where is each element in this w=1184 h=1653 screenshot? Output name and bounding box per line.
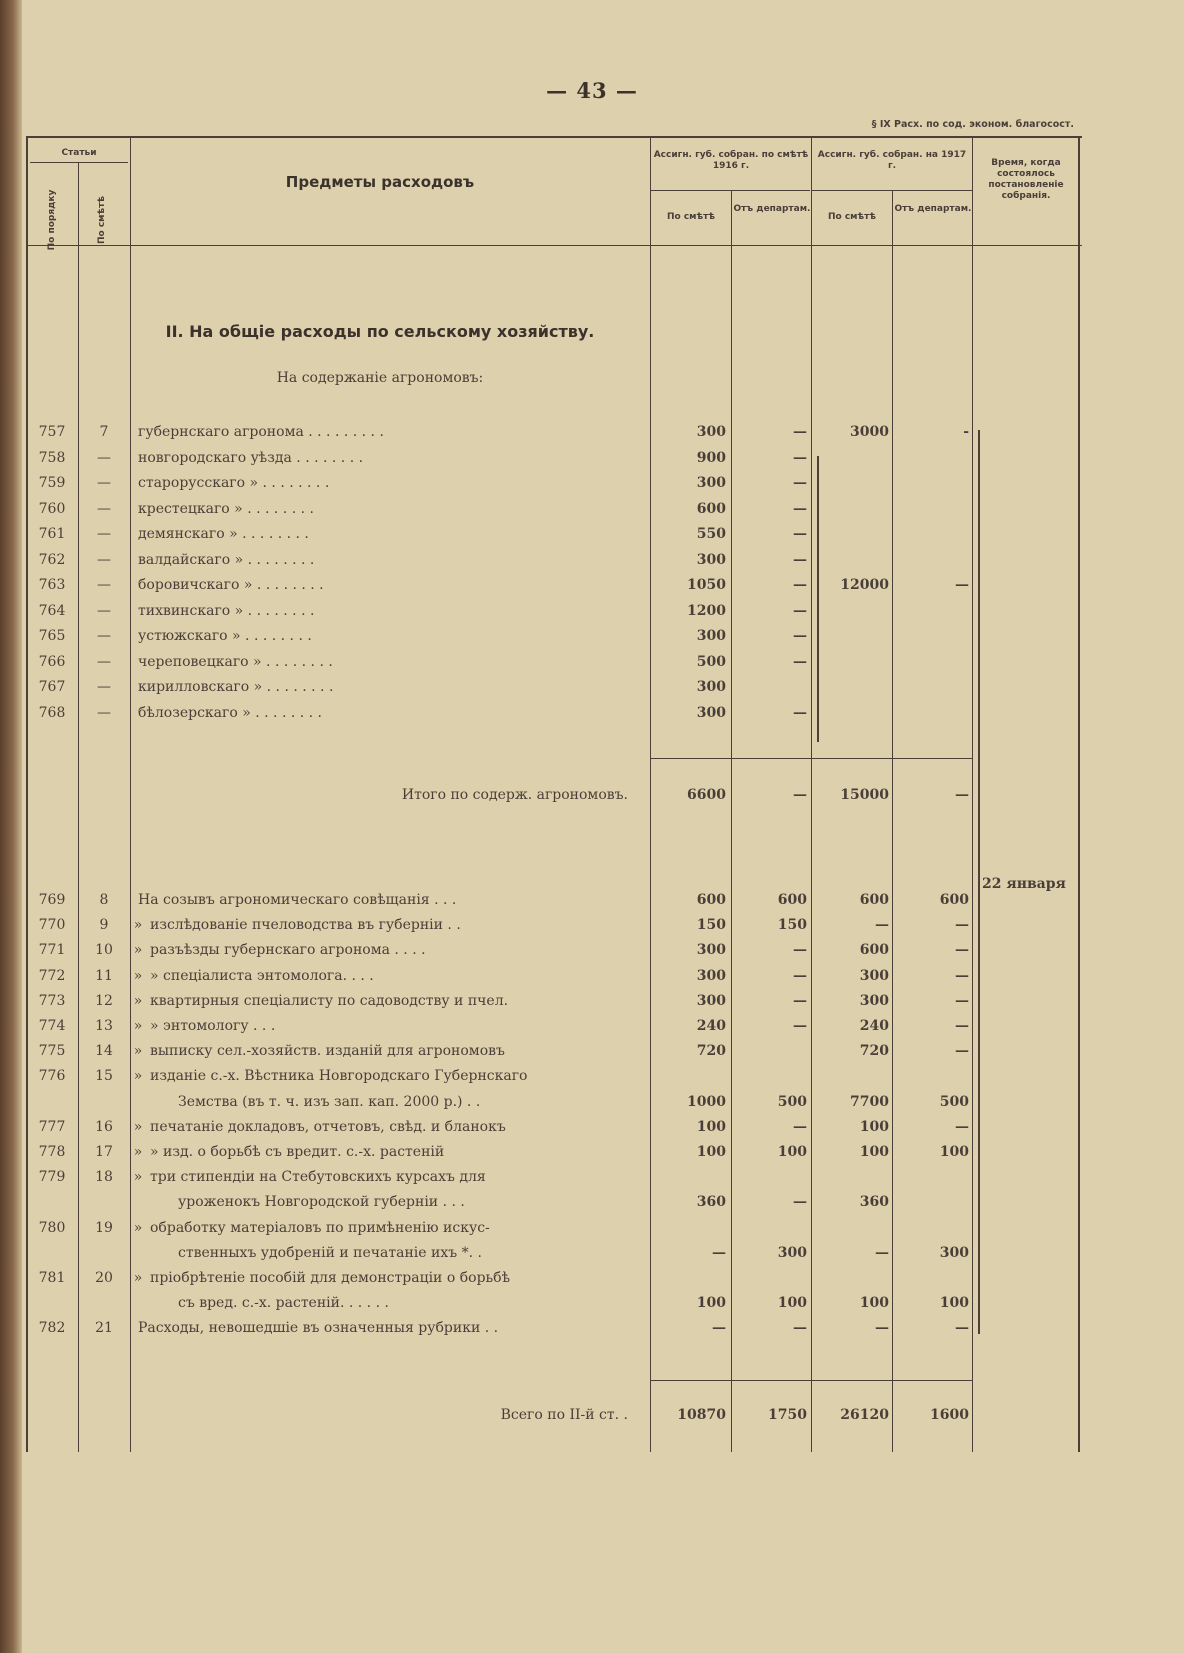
row-number-by-estimate: —	[97, 653, 111, 670]
value-1916-dept: 100	[777, 1295, 807, 1312]
table-row	[0, 548, 1184, 572]
table-row	[0, 675, 1184, 699]
table-row	[0, 599, 1184, 623]
value-1916-estimate: 300	[696, 551, 726, 568]
ditto-mark: »	[133, 1043, 143, 1060]
value-1916-dept: —	[793, 1194, 807, 1211]
value-1917-estimate: 100	[859, 1144, 889, 1160]
row-number-by-estimate: 16	[95, 1118, 113, 1135]
table-row	[0, 1241, 1184, 1265]
row-number-by-order: 764	[38, 602, 66, 619]
row-description: череповецкаго » . . . . . . . .	[138, 653, 333, 670]
table-row	[0, 1216, 1184, 1240]
row-number-by-order: 757	[38, 424, 66, 440]
subtotal-1916-dept: —	[793, 787, 807, 803]
value-1916-estimate: 900	[696, 449, 726, 466]
table-row	[0, 446, 1184, 470]
table-row	[0, 1039, 1184, 1063]
value-1917-estimate: 100	[859, 1295, 889, 1312]
table-row	[0, 701, 1184, 725]
value-1916-dept: —	[793, 967, 807, 984]
row-number-by-order: 778	[38, 1144, 66, 1160]
table-row	[0, 1316, 1184, 1340]
value-1917-estimate: 600	[859, 942, 889, 959]
value-1917-dept: —	[955, 917, 969, 934]
value-1916-estimate: 300	[696, 942, 726, 959]
total-label: Всего по II-й ст. .	[500, 1407, 628, 1423]
value-1917-estimate: 300	[859, 967, 889, 984]
value-1916-estimate: 300	[696, 679, 726, 695]
value-1917-estimate: 300	[859, 992, 889, 1009]
row-number-by-order: 770	[38, 917, 66, 934]
value-1917-estimate: 720	[859, 1043, 889, 1060]
header-by-estimate: По смѣтѣ	[97, 196, 107, 245]
value-1917-estimate: 240	[859, 1018, 889, 1034]
row-number-by-estimate: 17	[95, 1144, 113, 1160]
value-1917-estimate: 100	[859, 1118, 889, 1135]
value-1917-dept: —	[955, 942, 969, 959]
value-1916-dept: —	[793, 551, 807, 568]
row-number-by-order: 765	[38, 628, 66, 644]
section-reference: § IX Расх. по сод. эконом. благосост.	[871, 119, 1074, 130]
value-1916-estimate: 100	[696, 1295, 726, 1312]
row-number-by-order: 776	[38, 1068, 66, 1085]
value-1916-estimate: —	[712, 1244, 726, 1261]
header-subjects: Предметы расходовъ	[285, 173, 475, 191]
header-bottom-rule	[26, 245, 1082, 246]
value-1917-dept: 300	[939, 1244, 969, 1261]
row-number-by-order: 769	[38, 892, 66, 908]
row-description: квартирныя спеціалисту по садоводству и пчел.	[150, 992, 509, 1009]
table-row	[0, 1064, 1184, 1088]
table-row	[0, 1190, 1184, 1214]
row-description: Земства (въ т. ч. изъ зап. кап. 2000 р.) . .	[178, 1093, 481, 1110]
row-number-by-order: 777	[38, 1118, 66, 1135]
value-1916-dept: —	[793, 1018, 807, 1034]
value-1916-dept: —	[793, 1118, 807, 1135]
value-1916-dept: —	[793, 475, 807, 491]
value-1917-estimate: 600	[859, 892, 889, 908]
row-description: печатаніе докладовъ, отчетовъ, свѣд. и бланокъ	[150, 1118, 506, 1135]
row-number-by-estimate: 18	[95, 1169, 113, 1186]
header-col-1917: Ассигн. губ. собран. на 1917 г.	[817, 150, 967, 171]
value-1916-estimate: 1000	[687, 1093, 726, 1110]
value-1917-dept: 100	[939, 1295, 969, 1312]
ditto-mark: »	[133, 942, 143, 959]
table-row	[0, 1266, 1184, 1290]
value-1917-dept: —	[955, 1018, 969, 1034]
value-1916-estimate: 300	[696, 967, 726, 984]
value-1916-dept: —	[793, 449, 807, 466]
value-1917-dept: 600	[939, 892, 969, 908]
value-1917-dept: -	[963, 424, 969, 440]
value-1916-estimate: 100	[696, 1118, 726, 1135]
row-number-by-estimate: 21	[95, 1320, 113, 1337]
value-1917-dept: —	[955, 992, 969, 1009]
value-1917-estimate: —	[875, 1320, 889, 1337]
row-number-by-estimate: 8	[99, 892, 109, 908]
value-1916-dept: —	[793, 526, 807, 542]
page-number: — 43 —	[546, 78, 638, 103]
ditto-mark: »	[133, 992, 143, 1009]
ditto-mark: »	[133, 1169, 143, 1186]
row-number-by-estimate: 9	[99, 917, 109, 934]
value-1917-dept: 100	[939, 1144, 969, 1160]
ditto-mark: »	[133, 917, 143, 934]
table-row	[0, 1165, 1184, 1189]
table-row	[0, 1090, 1184, 1114]
value-1916-estimate: 1050	[687, 577, 726, 593]
row-number-by-order: 779	[38, 1169, 66, 1186]
row-description: демянскаго » . . . . . . . .	[138, 526, 309, 542]
row-number-by-estimate: —	[97, 500, 111, 517]
table-row	[0, 573, 1184, 597]
subtotal-label: Итого по содерж. агрономовъ.	[401, 787, 628, 803]
table-row	[0, 888, 1184, 912]
row-number-by-estimate: —	[97, 449, 111, 466]
value-1916-dept: —	[793, 992, 807, 1009]
value-1916-dept: —	[793, 653, 807, 670]
row-number-by-estimate: —	[97, 628, 111, 644]
value-1916-estimate: 300	[696, 628, 726, 644]
table-row	[0, 989, 1184, 1013]
row-description: бѣлозерскаго » . . . . . . . .	[138, 704, 322, 721]
row-description: разъѣзды губернскаго агронома . . . .	[150, 942, 426, 959]
row-number-by-estimate: 14	[95, 1043, 113, 1060]
header-1917-dept: Отъ департам.	[894, 204, 972, 214]
value-1916-estimate: 600	[696, 892, 726, 908]
total-1916-dept: 1750	[768, 1407, 807, 1423]
table-row	[0, 1014, 1184, 1038]
header-1916-dept: Отъ департам.	[733, 204, 811, 214]
header-by-order: По порядку	[47, 189, 57, 251]
row-description: три стипендіи на Стебутовскихъ курсахъ для	[150, 1169, 486, 1186]
section-subtitle: На содержаніе агрономовъ:	[276, 370, 484, 386]
value-1916-dept: —	[793, 942, 807, 959]
row-number-by-order: 771	[38, 942, 66, 959]
row-description: » энтомологу . . .	[150, 1018, 276, 1034]
row-number-by-order: 768	[38, 704, 66, 721]
articles-rule	[30, 162, 128, 163]
row-number-by-estimate: 11	[95, 967, 113, 984]
value-1917-dept: —	[955, 1118, 969, 1135]
row-description: На созывъ агрономическаго совѣщанія . . .	[138, 892, 457, 908]
table-row	[0, 938, 1184, 962]
value-1916-estimate: 300	[696, 704, 726, 721]
value-1917-estimate: 7700	[850, 1093, 889, 1110]
row-description: новгородскаго уѣзда . . . . . . . .	[138, 449, 364, 466]
value-1917-dept: —	[955, 577, 969, 593]
subtotal-1917-dept: —	[955, 787, 969, 803]
total-1916-estimate: 10870	[677, 1407, 726, 1423]
row-description: » изд. о борьбѣ съ вредит. с.-х. растеній	[150, 1144, 445, 1160]
value-1916-dept: —	[793, 704, 807, 721]
table-row	[0, 1140, 1184, 1164]
subtotal-1916-estimate: 6600	[687, 787, 726, 803]
table-row	[0, 522, 1184, 546]
row-number-by-order: 782	[38, 1320, 66, 1337]
total-1917-estimate: 26120	[840, 1407, 889, 1423]
value-1917-estimate: 3000	[850, 424, 889, 440]
total-1917-dept: 1600	[930, 1407, 969, 1423]
value-1916-estimate: 720	[696, 1043, 726, 1060]
row-description: уроженокъ Новгородской губерніи . . .	[178, 1194, 465, 1211]
header-articles: Статьи	[61, 148, 97, 158]
table-row	[0, 964, 1184, 988]
value-1917-estimate: 360	[859, 1194, 889, 1211]
row-number-by-estimate: 12	[95, 992, 113, 1009]
row-number-by-order: 767	[38, 679, 66, 695]
value-1916-estimate: 300	[696, 992, 726, 1009]
value-1917-estimate: 12000	[840, 577, 889, 593]
row-number-by-estimate: 10	[95, 942, 113, 959]
value-1917-dept: —	[955, 1043, 969, 1060]
row-number-by-order: 774	[38, 1018, 66, 1034]
subtotal-values	[0, 783, 1184, 807]
ditto-mark: »	[133, 1068, 143, 1085]
total-rule	[650, 1380, 972, 1381]
value-1916-dept: —	[793, 577, 807, 593]
time-note: 22 января	[982, 876, 1066, 892]
value-1917-estimate: —	[875, 917, 889, 934]
table-row	[0, 624, 1184, 648]
ditto-mark: »	[133, 1144, 143, 1160]
row-description: съ вред. с.-х. растеній. . . . . .	[178, 1295, 389, 1312]
row-description: кирилловскаго » . . . . . . . .	[138, 679, 334, 695]
value-1916-dept: —	[793, 424, 807, 440]
row-description: Расходы, невошедшіе въ означенныя рубрики . .	[138, 1320, 499, 1337]
row-number-by-estimate: 13	[95, 1018, 113, 1034]
value-1916-estimate: 360	[696, 1194, 726, 1211]
ditto-mark: »	[133, 1118, 143, 1135]
value-1917-estimate: —	[875, 1244, 889, 1261]
header-1917-estimate: По смѣтѣ	[827, 212, 876, 222]
table-row	[0, 650, 1184, 674]
row-description: губернскаго агронома . . . . . . . . .	[138, 424, 384, 440]
header-col-1916: Ассигн. губ. собран. по смѣтѣ 1916 г.	[653, 150, 809, 171]
value-1916-estimate: 600	[696, 500, 726, 517]
ditto-mark: »	[133, 1219, 143, 1236]
value-1916-estimate: 150	[696, 917, 726, 934]
value-1917-dept: —	[955, 1320, 969, 1337]
header-top-rule	[26, 136, 1082, 138]
value-1916-dept: 300	[777, 1244, 807, 1261]
row-number-by-estimate: —	[97, 526, 111, 542]
value-1916-estimate: 300	[696, 475, 726, 491]
row-description: крестецкаго » . . . . . . . .	[138, 500, 314, 517]
value-1916-estimate: 240	[696, 1018, 726, 1034]
value-1916-dept: 500	[777, 1093, 807, 1110]
row-description: изслѣдованіе пчеловодства въ губерніи . .	[150, 917, 461, 934]
table-row	[0, 1115, 1184, 1139]
row-number-by-estimate: 19	[95, 1219, 113, 1236]
value-1916-dept: —	[793, 1320, 807, 1337]
subtotal-rule	[650, 758, 972, 759]
row-description: валдайскаго » . . . . . . . .	[138, 551, 315, 568]
value-1916-dept: 600	[777, 892, 807, 908]
row-description: боровичскаго » . . . . . . . .	[138, 577, 324, 593]
row-number-by-estimate: —	[97, 577, 111, 593]
row-number-by-estimate: 20	[95, 1270, 113, 1286]
row-number-by-order: 781	[38, 1270, 66, 1286]
row-number-by-estimate: —	[97, 475, 111, 491]
row-description: обработку матеріаловъ по примѣненію искус-	[150, 1219, 490, 1236]
ditto-mark: »	[133, 967, 143, 984]
row-description: » спеціалиста энтомолога. . . .	[150, 967, 374, 984]
row-number-by-estimate: —	[97, 704, 111, 721]
total-values	[0, 1403, 1184, 1427]
value-1916-dept: —	[793, 500, 807, 517]
row-number-by-order: 772	[38, 967, 66, 984]
table-row	[0, 471, 1184, 495]
value-1916-estimate: 300	[696, 424, 726, 440]
subtotal-1917-estimate: 15000	[840, 787, 889, 803]
row-description: старорусскаго » . . . . . . . .	[138, 475, 330, 491]
row-number-by-estimate: —	[97, 602, 111, 619]
value-1916-estimate: 550	[696, 526, 726, 542]
value-1916-estimate: 100	[696, 1144, 726, 1160]
row-number-by-order: 761	[38, 526, 66, 542]
value-1916-estimate: —	[712, 1320, 726, 1337]
row-number-by-order: 766	[38, 653, 66, 670]
header-time: Время, когда состоялось постановленіе собранія.	[988, 158, 1064, 201]
row-description: ственныхъ удобреній и печатаніе ихъ *. .	[178, 1244, 482, 1261]
row-description: тихвинскаго » . . . . . . . .	[138, 602, 315, 619]
value-1916-estimate: 1200	[687, 602, 726, 619]
row-number-by-order: 762	[38, 551, 66, 568]
value-1916-estimate: 500	[696, 653, 726, 670]
value-1917-dept: —	[955, 967, 969, 984]
group-bracket	[817, 456, 819, 742]
row-number-by-order: 773	[38, 992, 66, 1009]
value-1916-dept: —	[793, 628, 807, 644]
header-1916-estimate: По смѣтѣ	[666, 212, 715, 222]
col1916-split-rule	[650, 190, 810, 191]
row-number-by-estimate: 7	[99, 424, 109, 440]
row-number-by-order: 760	[38, 500, 66, 517]
table-row	[0, 497, 1184, 521]
value-1917-dept: 500	[939, 1093, 969, 1110]
row-number-by-estimate: —	[97, 679, 111, 695]
row-description: пріобрѣтеніе пособій для демонстраціи о борьбѣ	[150, 1270, 511, 1286]
row-number-by-order: 775	[38, 1043, 66, 1060]
row-number-by-order: 763	[38, 577, 66, 593]
section-title: II. На общіе расходы по сельскому хозяйству.	[165, 322, 595, 341]
row-description: изданіе с.-х. Вѣстника Новгородскаго Губернскаго	[150, 1068, 528, 1085]
row-number-by-order: 759	[38, 475, 66, 491]
row-number-by-order: 780	[38, 1219, 66, 1236]
row-number-by-order: 758	[38, 449, 66, 466]
value-1916-dept: —	[793, 602, 807, 619]
row-description: выписку сел.-хозяйств. изданій для агрономовъ	[150, 1043, 505, 1060]
table-row	[0, 913, 1184, 937]
value-1916-dept: 100	[777, 1144, 807, 1160]
table-row	[0, 1291, 1184, 1315]
row-number-by-estimate: —	[97, 551, 111, 568]
row-number-by-estimate: 15	[95, 1068, 113, 1085]
table-row	[0, 420, 1184, 444]
ditto-mark: »	[133, 1018, 143, 1034]
ditto-mark: »	[133, 1270, 143, 1286]
value-1916-dept: 150	[777, 917, 807, 934]
row-description: устюжскаго » . . . . . . . .	[138, 628, 312, 644]
